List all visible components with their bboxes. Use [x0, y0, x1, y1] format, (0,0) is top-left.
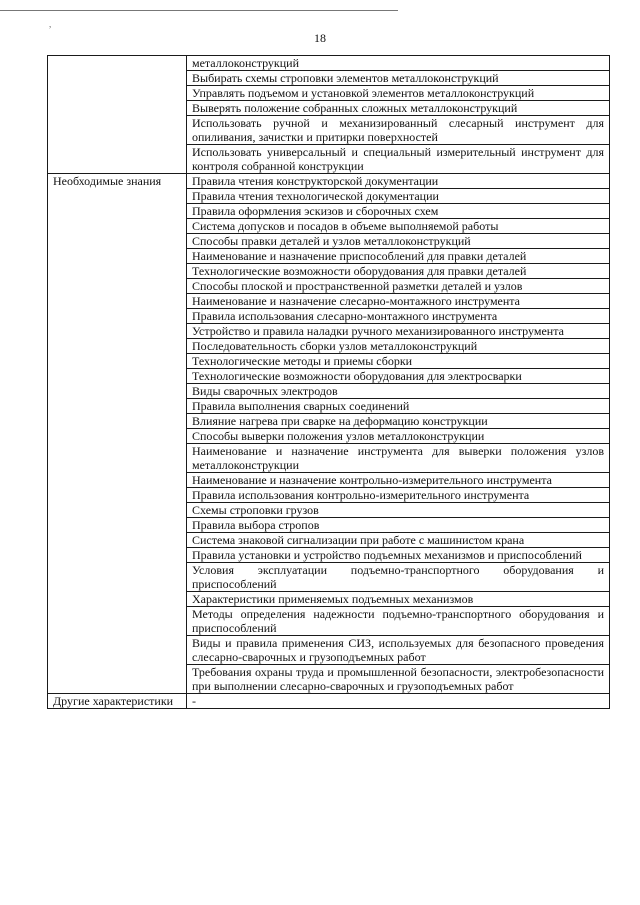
- table-row: [48, 694, 610, 709]
- other-characteristics-label: Другие характеристики: [48, 694, 187, 709]
- knowledge-item: Способы выверки положения узлов металлоконструкции: [187, 429, 610, 444]
- knowledge-item: Устройство и правила наладки ручного механизированного инструмента: [187, 324, 610, 339]
- knowledge-item: Схемы строповки грузов: [187, 503, 610, 518]
- knowledge-item: Способы плоской и пространственной разметки деталей и узлов: [187, 279, 610, 294]
- skill-item: Управлять подъемом и установкой элементов металлоконструкций: [187, 86, 610, 101]
- knowledge-item: Правила использования контрольно-измерительного инструмента: [187, 488, 610, 503]
- knowledge-item: Условия эксплуатации подъемно-транспортного оборудования и приспособлений: [187, 563, 610, 592]
- knowledge-item: Правила выполнения сварных соединений: [187, 399, 610, 414]
- knowledge-item: Правила установки и устройство подъемных механизмов и приспособлений: [187, 548, 610, 563]
- scan-mark: ,: [49, 19, 52, 29]
- knowledge-item: Правила оформления эскизов и сборочных схем: [187, 204, 610, 219]
- knowledge-item: Технологические возможности оборудования для правки деталей: [187, 264, 610, 279]
- skill-item: металлоконструкций: [187, 56, 610, 71]
- knowledge-item: Правила чтения конструкторской документации: [187, 174, 610, 189]
- other-characteristics-value: -: [187, 694, 610, 709]
- knowledge-item: Система знаковой сигнализации при работе с машинистом крана: [187, 533, 610, 548]
- knowledge-item: Наименование и назначение инструмента для выверки положения узлов металлоконструкции: [187, 444, 610, 473]
- skill-item: Использовать ручной и механизированный слесарный инструмент для опиливания, зачистки и притирки поверхностей: [187, 116, 610, 145]
- knowledge-item: Наименование и назначение контрольно-измерительного инструмента: [187, 473, 610, 488]
- qualification-table: [47, 55, 610, 709]
- knowledge-item: Последовательность сборки узлов металлоконструкций: [187, 339, 610, 354]
- page-number: 18: [314, 31, 326, 45]
- knowledge-item: Система допусков и посадов в объеме выполняемой работы: [187, 219, 610, 234]
- knowledge-item: Требования охраны труда и промышленной безопасности, электробезопасности при выполнении слесарно-сварочных и грузоподъемных работ: [187, 665, 610, 694]
- skills-label-cell: [48, 56, 187, 174]
- knowledge-item: Влияние нагрева при сварке на деформацию конструкции: [187, 414, 610, 429]
- skill-item: Выбирать схемы строповки элементов металлоконструкций: [187, 71, 610, 86]
- table-row: [48, 174, 610, 189]
- scan-top-line: [0, 10, 398, 11]
- knowledge-item: Характеристики применяемых подъемных механизмов: [187, 592, 610, 607]
- skill-item: Использовать универсальный и специальный измерительный инструмент для контроля собранной конструкции: [187, 145, 610, 174]
- knowledge-item: Методы определения надежности подъемно-транспортного оборудования и приспособлений: [187, 607, 610, 636]
- knowledge-item: Технологические возможности оборудования для электросварки: [187, 369, 610, 384]
- knowledge-item: Виды сварочных электродов: [187, 384, 610, 399]
- knowledge-item: Способы правки деталей и узлов металлоконструкций: [187, 234, 610, 249]
- knowledge-item: Технологические методы и приемы сборки: [187, 354, 610, 369]
- knowledge-item: Правила чтения технологической документации: [187, 189, 610, 204]
- knowledge-label: Необходимые знания: [48, 174, 187, 694]
- skill-item: Выверять положение собранных сложных металлоконструкций: [187, 101, 610, 116]
- knowledge-item: Наименование и назначение слесарно-монтажного инструмента: [187, 294, 610, 309]
- knowledge-item: Виды и правила применения СИЗ, используемых для безопасного проведения слесарно-сварочных и грузоподъемных работ: [187, 636, 610, 665]
- knowledge-item: Правила выбора стропов: [187, 518, 610, 533]
- knowledge-item: Наименование и назначение приспособлений для правки деталей: [187, 249, 610, 264]
- table-row: [48, 56, 610, 71]
- knowledge-item: Правила использования слесарно-монтажного инструмента: [187, 309, 610, 324]
